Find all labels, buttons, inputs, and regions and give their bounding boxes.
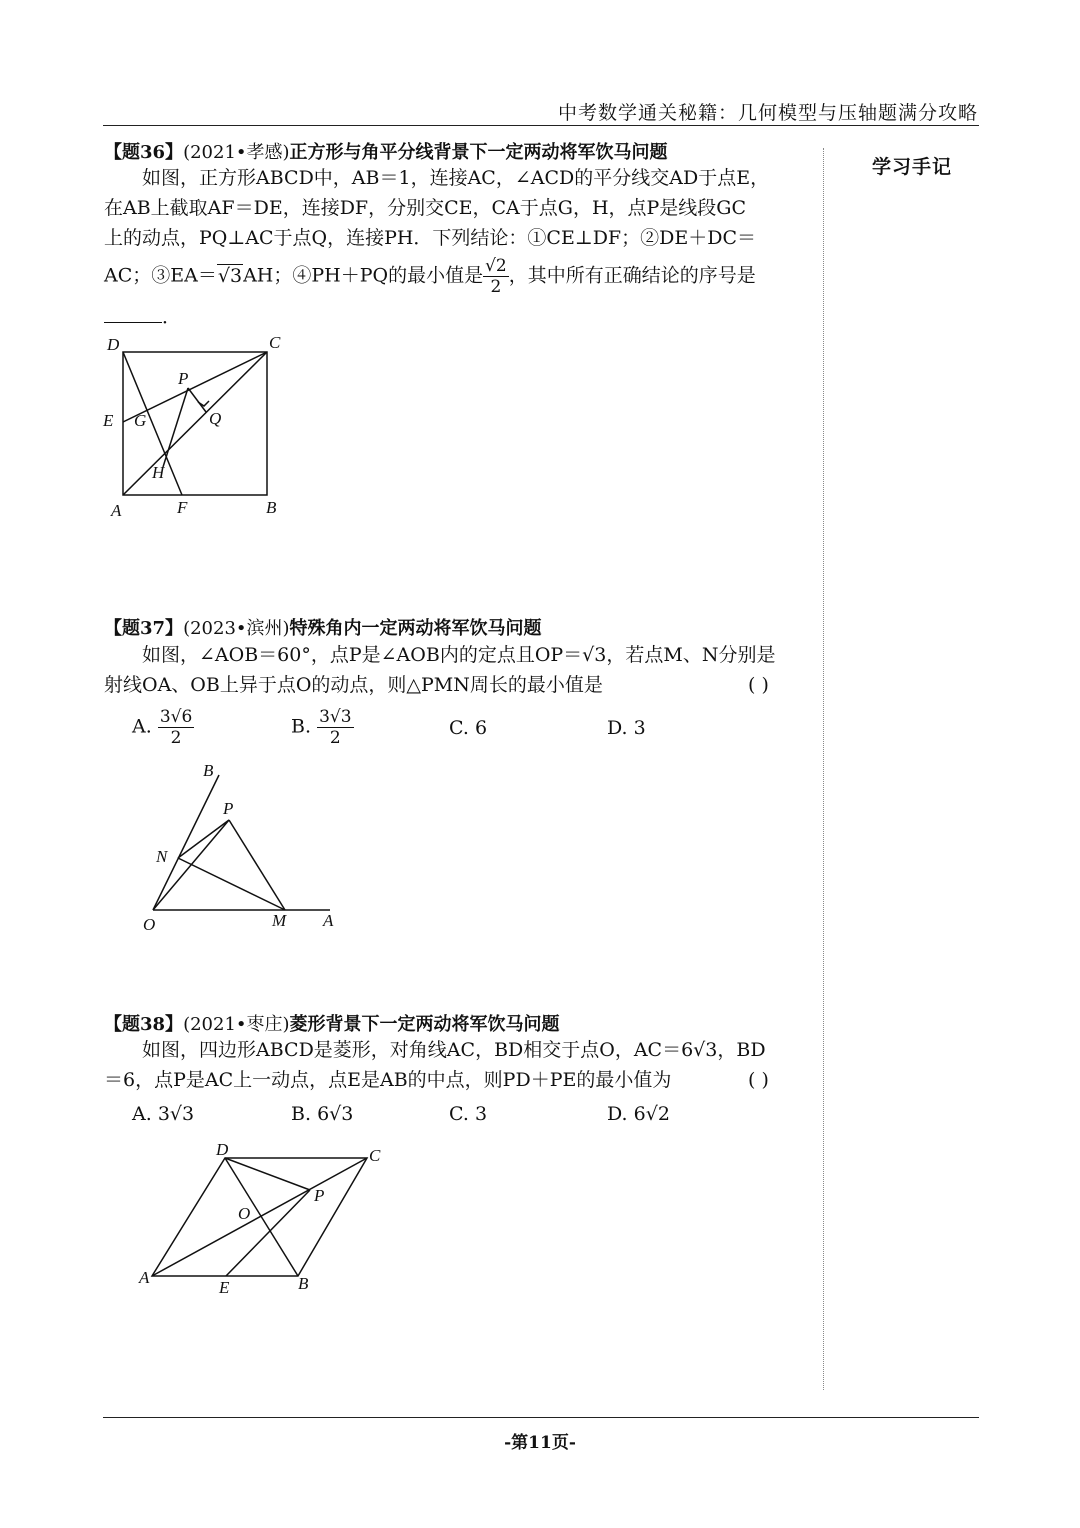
q38-label-b: B	[298, 1274, 309, 1293]
q38-option-d-letter: D.	[607, 1103, 628, 1125]
q37-label-n: N	[156, 847, 168, 866]
q36-label-h: H	[152, 463, 165, 482]
q38-option-c-text: 3	[474, 1103, 488, 1125]
q37-option-b-frac	[317, 707, 353, 748]
q37-option-c-text: 6	[474, 717, 488, 739]
q37-option-b[interactable]	[291, 707, 354, 748]
q37-option-b-num: 3√3	[319, 707, 352, 727]
q36-line-4-d: ，其中所有正确结论的序号是	[508, 264, 756, 287]
q36-line-4-a: AC；③EA＝	[104, 264, 217, 287]
notes-label: 学习手记	[872, 156, 953, 178]
q36-fraction	[483, 256, 509, 297]
q36-answer-blank[interactable]	[104, 322, 162, 323]
footer-rule	[103, 1417, 979, 1418]
q37-line-1: 如图，∠AOB＝60°，点P是∠AOB内的定点且OP＝√3，若点M、N分别是	[142, 644, 776, 666]
q36-label-g: G	[134, 411, 147, 430]
q38-badge: 【题38】	[104, 1014, 184, 1035]
q38-label-e: E	[219, 1278, 230, 1297]
q38-topic: 菱形背景下一定两动将军饮马问题	[289, 1014, 560, 1035]
q36-segment-ph	[163, 388, 188, 467]
q36-label-e: E	[103, 411, 114, 430]
q38-option-a[interactable]	[132, 1103, 194, 1125]
q38-option-b-letter: B.	[291, 1103, 312, 1125]
header-title: 中考数学通关秘籍：几何模型与压轴题满分攻略	[557, 102, 978, 124]
q37-option-d-text: 3	[633, 717, 646, 739]
q36-label-a: A	[111, 501, 122, 520]
q36-label-q: Q	[209, 409, 222, 428]
q38-option-a-text: 3√3	[157, 1103, 195, 1125]
q37-option-c-letter: C.	[449, 717, 469, 739]
q37-option-b-den: 2	[329, 728, 341, 748]
q36-right-angle-mark	[198, 401, 209, 406]
q37-source: (2023•滨州)	[183, 618, 290, 639]
q36-topic: 正方形与角平分线背景下一定两动将军饮马问题	[289, 142, 668, 163]
q36-figure	[95, 330, 315, 520]
q37-option-d[interactable]	[607, 717, 646, 739]
q38-option-d[interactable]	[607, 1103, 670, 1125]
q37-segment-pn	[178, 820, 229, 858]
q37-label-m: M	[272, 911, 287, 930]
q36-frac-num: √2	[485, 256, 507, 276]
q37-option-c[interactable]	[449, 717, 487, 739]
q38-option-b[interactable]	[291, 1103, 353, 1125]
q37-option-d-letter: D.	[607, 717, 628, 739]
q37-label-p: P	[223, 799, 234, 818]
q38-figure	[130, 1135, 400, 1300]
q37-title	[104, 614, 542, 640]
q38-label-c: C	[369, 1146, 381, 1165]
q36-line-2: 在AB上截取AF＝DE，连接DF，分别交CE，CA于点G，H，点P是线段GC	[104, 197, 747, 219]
q36-line-1: 如图，正方形ABCD中，AB＝1，连接AC，∠ACD的平分线交AD于点E，	[142, 167, 770, 189]
q37-option-a-letter: A.	[132, 715, 152, 738]
q37-option-a-frac	[158, 707, 194, 748]
q38-answer-paren[interactable]: ( )	[748, 1069, 769, 1091]
q37-option-a[interactable]	[132, 707, 194, 748]
q38-option-c[interactable]	[449, 1103, 487, 1125]
q36-label-f: F	[177, 498, 188, 517]
q38-diagonal-ac	[152, 1158, 367, 1276]
page-number: -第11页-	[504, 1433, 576, 1453]
q38-line-1: 如图，四边形ABCD是菱形，对角线AC，BD相交于点O，AC＝6√3，BD	[142, 1039, 766, 1061]
q37-topic: 特殊角内一定两动将军饮马问题	[289, 618, 542, 639]
q38-line-2: ＝6，点P是AC上一动点，点E是AB的中点，则PD＋PE的最小值为	[104, 1069, 672, 1091]
q36-label-c: C	[269, 333, 281, 352]
q36-badge: 【题36】	[104, 142, 184, 163]
q38-option-a-letter: A.	[132, 1103, 152, 1125]
q38-option-c-letter: C.	[449, 1103, 469, 1125]
q36-line-3: 上的动点，PQ⊥AC于点Q，连接PH．下列结论：①CE⊥DF；②DE＋DC＝	[104, 227, 756, 249]
q37-line-2: 射线OA、OB上异于点O的动点，则△PMN周长的最小值是	[104, 674, 603, 696]
q36-label-b: B	[266, 498, 277, 517]
q36-segment-pq	[188, 388, 206, 412]
q36-line-5	[104, 302, 181, 333]
q36-line-4-sqrt: √3	[217, 264, 243, 287]
q38-title	[104, 1010, 560, 1036]
q37-badge: 【题37】	[104, 618, 184, 639]
q37-answer-paren[interactable]: ( )	[748, 674, 769, 696]
notes-divider	[823, 148, 824, 1390]
q36-label-p: P	[178, 369, 189, 388]
q38-segment-pd	[225, 1158, 310, 1190]
q37-label-a: A	[323, 911, 334, 930]
q37-figure	[135, 760, 355, 940]
q36-line-4	[104, 256, 756, 297]
q38-label-d: D	[216, 1140, 229, 1159]
q37-label-b: B	[203, 761, 214, 780]
header-rule	[103, 125, 979, 126]
q37-option-b-letter: B.	[291, 715, 312, 738]
q38-segment-pe	[226, 1190, 310, 1276]
q37-option-a-den: 2	[170, 728, 182, 748]
q36-source: (2021•孝感)	[183, 142, 290, 163]
q38-label-o: O	[238, 1204, 251, 1223]
q36-title	[104, 138, 668, 164]
q38-label-p: P	[314, 1186, 325, 1205]
q36-label-d: D	[107, 335, 120, 354]
q38-option-b-text: 6√3	[317, 1103, 354, 1125]
q38-label-a: A	[139, 1268, 150, 1287]
q37-label-o: O	[143, 915, 156, 934]
q38-option-d-text: 6√2	[633, 1103, 670, 1125]
q38-source: (2021•枣庄)	[183, 1014, 290, 1035]
q36-line-4-c: AH；④PH＋PQ的最小值是	[243, 264, 484, 287]
q36-frac-den: 2	[490, 277, 502, 297]
q37-option-a-num: 3√6	[159, 707, 193, 727]
q38-diagonal-bd	[225, 1158, 298, 1276]
q36-line-5-end: ．	[162, 306, 182, 328]
